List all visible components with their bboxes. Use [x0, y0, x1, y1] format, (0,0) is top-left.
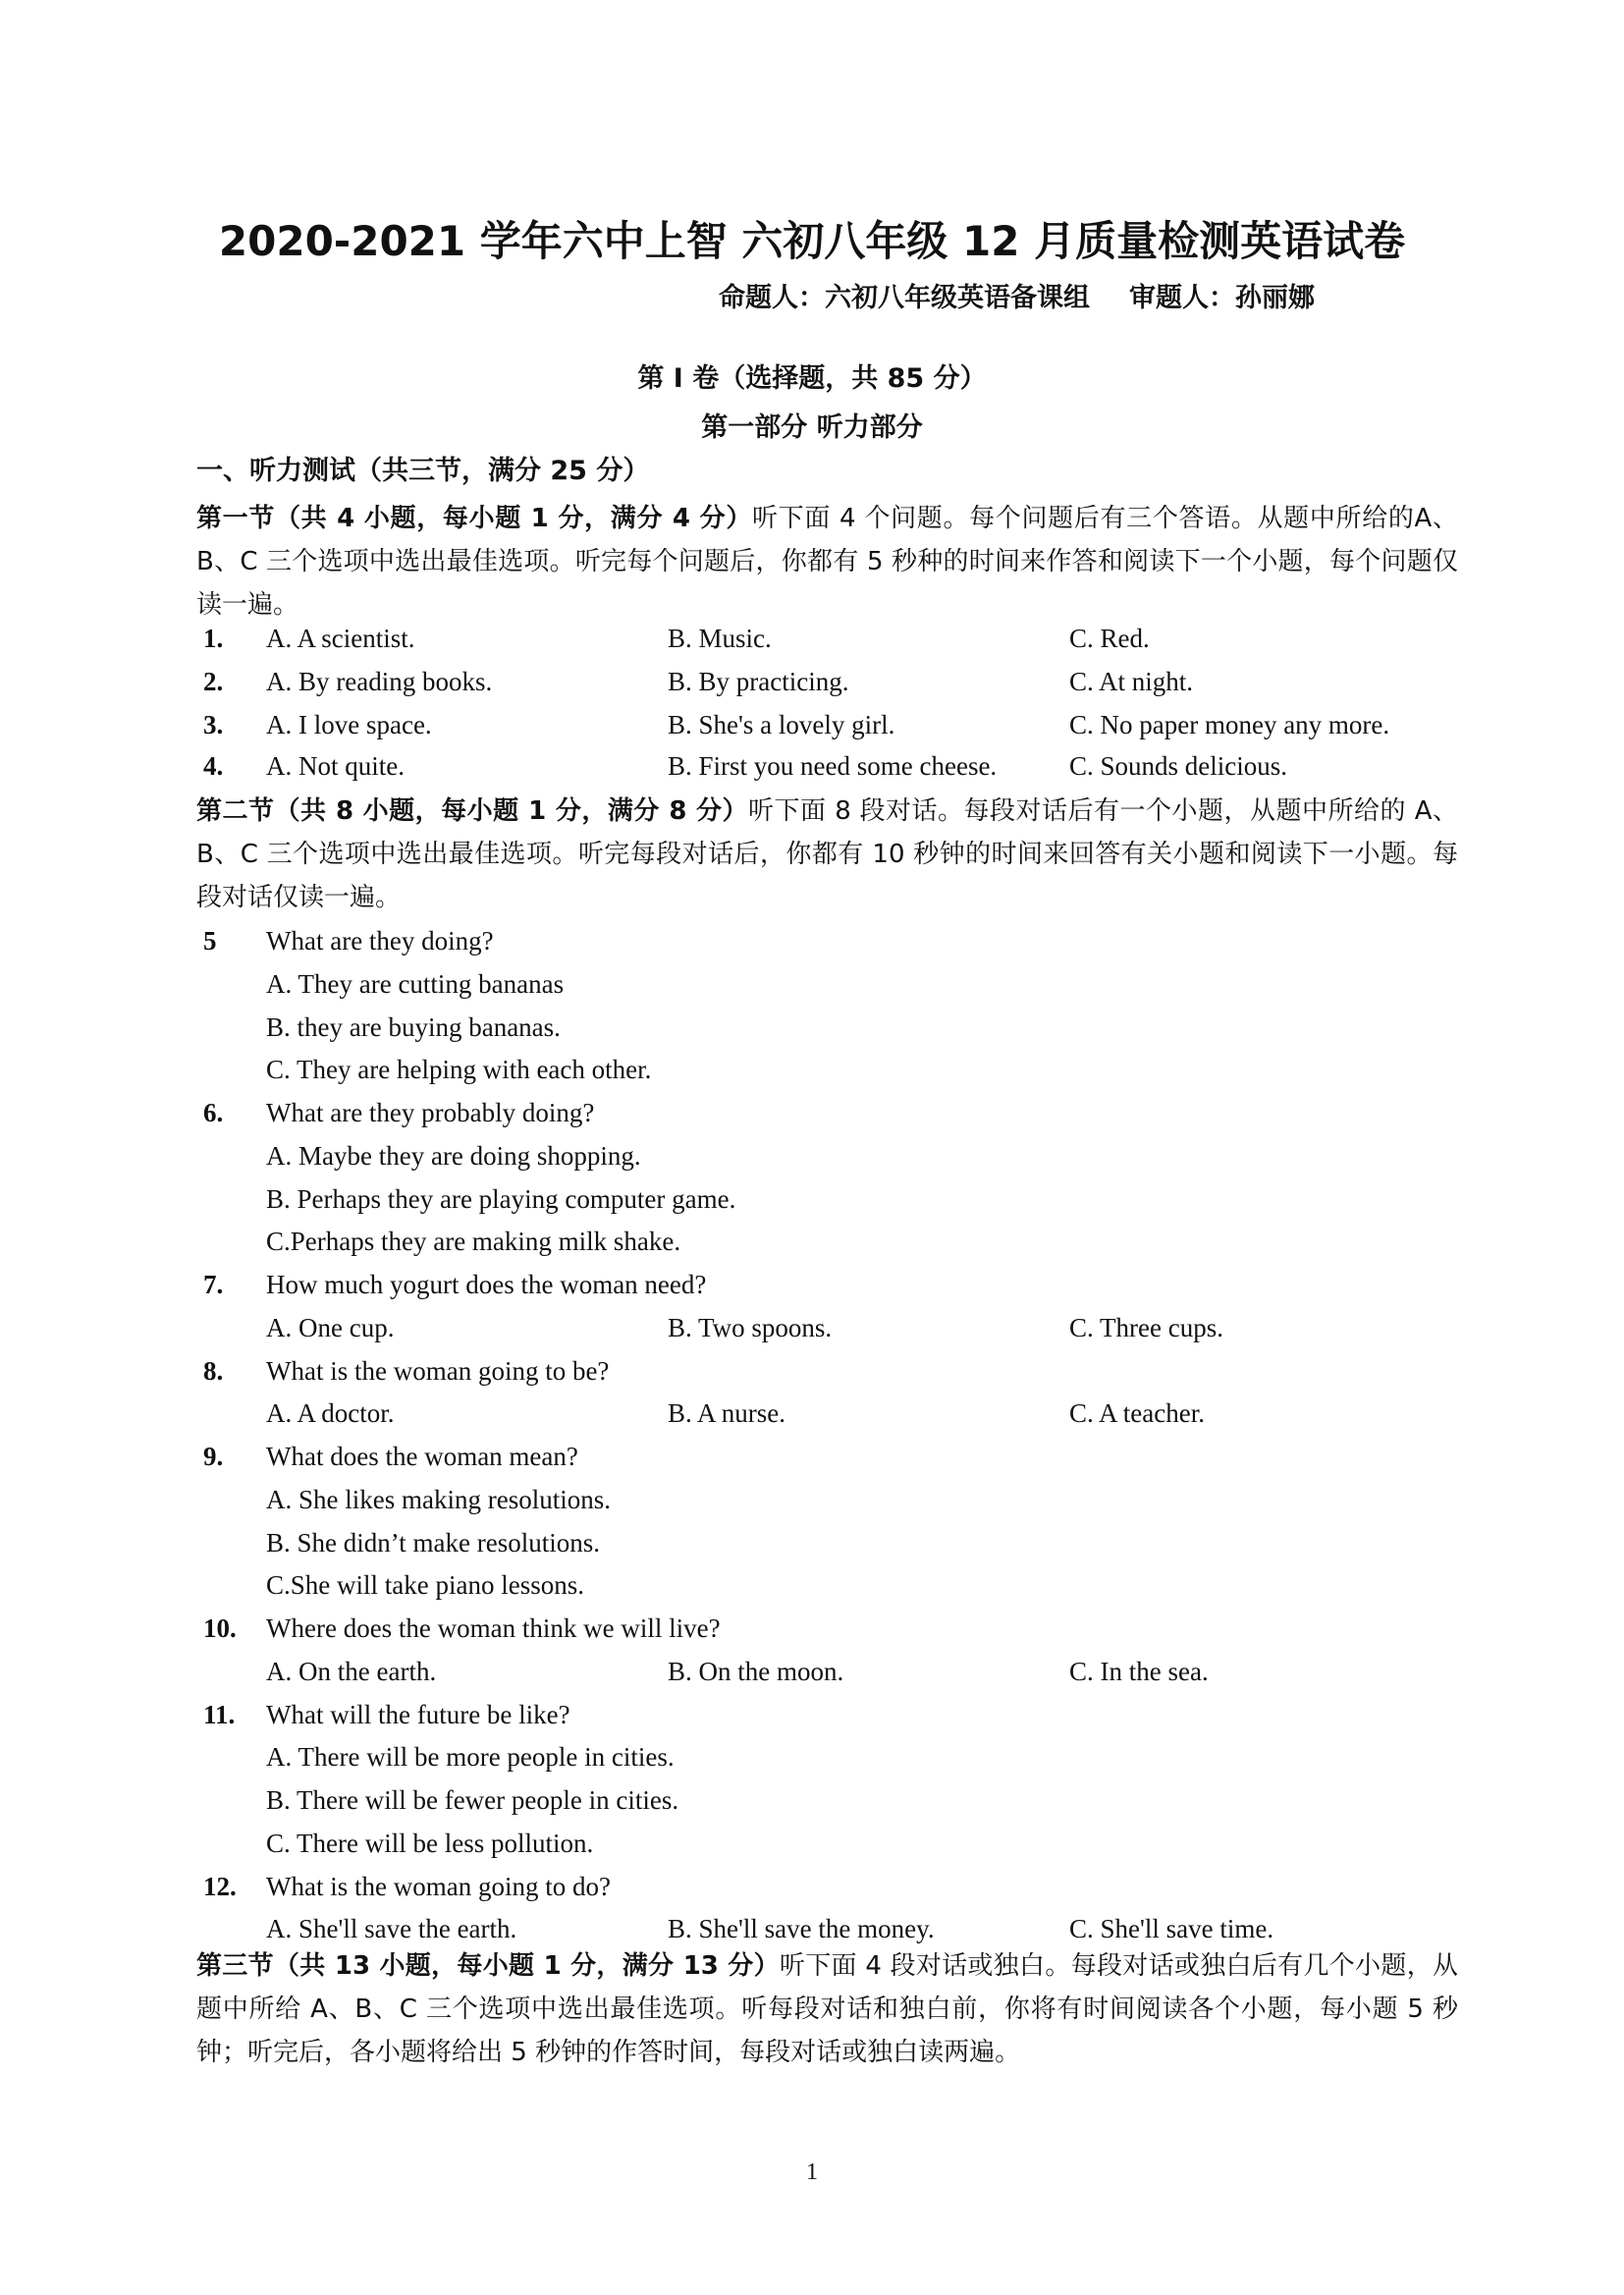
question-text: What are they doing? — [266, 926, 494, 956]
question-number: 10. — [203, 1613, 237, 1643]
option-row — [0, 962, 1624, 1006]
question-row — [0, 919, 1624, 962]
question-number: 3. — [203, 710, 224, 739]
reviewer: 审题人：孙丽娜 — [1129, 283, 1315, 313]
question-row — [0, 703, 1624, 746]
option-row — [0, 1134, 1624, 1177]
option-b: B. First you need some cheese. — [668, 751, 998, 781]
option-c: C. Red. — [1069, 624, 1150, 653]
option-b: B. A nurse. — [668, 1398, 786, 1429]
question-number: 12. — [203, 1871, 237, 1901]
option-row — [0, 1778, 1624, 1822]
volume-title: 第 I 卷（选择题，共 85 分） — [637, 363, 987, 394]
question-number: 1. — [203, 624, 224, 653]
option-a: A. A scientist. — [266, 624, 415, 653]
question-number: 5 — [203, 926, 217, 956]
question-text: What are they probably doing? — [266, 1098, 595, 1127]
option-text: A. There will be more people in cities. — [266, 1742, 675, 1773]
option-row — [0, 1177, 1624, 1221]
option-text: A. On the earth. — [266, 1656, 437, 1686]
option-b: B. By practicing. — [668, 667, 849, 696]
option-b: B. Two spoons. — [668, 1312, 833, 1342]
option-text: B. She didn’t make resolutions. — [266, 1527, 600, 1557]
option-text: C.Perhaps they are making milk shake. — [266, 1227, 681, 1257]
option-text: A. She'll save the earth. — [266, 1914, 517, 1944]
question-number: 4. — [203, 751, 224, 781]
option-row — [0, 1822, 1624, 1865]
question-number: 7. — [203, 1270, 224, 1299]
question-row — [0, 1091, 1624, 1134]
option-row — [0, 1006, 1624, 1049]
question-row — [0, 617, 1624, 660]
option-c: C. No paper money any more. — [1069, 710, 1390, 739]
question-text: What will the future be like? — [266, 1699, 570, 1729]
question-row — [0, 1263, 1624, 1306]
option-b: B. Music. — [668, 624, 772, 653]
option-text: A. A doctor. — [266, 1398, 395, 1429]
section-1-text: 听下面 4 个问题。每个问题后有三个答语。从题中所给的A、B、C 三个选项中选出最佳选项。听完每个问题后，你都有 5 秒种的时间来作答和阅读下一个小题，每个问题仅读一遍。 — [196, 504, 1458, 620]
question-row — [0, 1435, 1624, 1478]
option-c: C. Three cups. — [1069, 1312, 1223, 1342]
option-a: A. I love space. — [266, 710, 432, 739]
option-row — [0, 1478, 1624, 1521]
option-row — [0, 1306, 1624, 1349]
option-a: A. Not quite. — [266, 751, 405, 781]
question-row — [0, 1349, 1624, 1393]
question-number: 11. — [203, 1699, 236, 1729]
option-text: A. They are cutting bananas — [266, 968, 565, 999]
option-text: B. There will be fewer people in cities. — [266, 1785, 679, 1815]
section-title: 一、听力测试（共三节，满分 25 分） — [196, 456, 650, 486]
option-row — [0, 1650, 1624, 1693]
option-b: B. On the moon. — [668, 1656, 844, 1686]
option-row — [0, 1563, 1624, 1607]
section-3-lead: 第三节（共 13 小题，每小题 1 分，满分 13 分） — [196, 1951, 780, 1981]
option-c: C. A teacher. — [1069, 1398, 1205, 1429]
section-2-lead: 第二节（共 8 小题，每小题 1 分，满分 8 分） — [196, 796, 748, 826]
author: 命题人：六初八年级英语备课组 — [719, 283, 1090, 313]
question-row — [0, 1693, 1624, 1736]
section-1-lead: 第一节（共 4 小题，每小题 1 分，满分 4 分） — [196, 504, 753, 533]
option-row — [0, 1735, 1624, 1778]
question-text: Where does the woman think we will live? — [266, 1613, 721, 1643]
question-row — [0, 1607, 1624, 1650]
option-text: C.She will take piano lessons. — [266, 1570, 584, 1601]
question-number: 6. — [203, 1098, 224, 1127]
option-text: B. they are buying bananas. — [266, 1011, 561, 1042]
question-text: What is the woman going to be? — [266, 1355, 610, 1386]
page-number: 1 — [806, 2159, 818, 2185]
question-number: 9. — [203, 1442, 224, 1471]
option-row — [0, 1521, 1624, 1564]
option-a: A. By reading books. — [266, 667, 493, 696]
option-text: A. One cup. — [266, 1312, 395, 1342]
exam-title: 2020-2021 学年六中上智 六初八年级 12 月质量检测英语试卷 — [218, 217, 1406, 265]
option-c: C. Sounds delicious. — [1069, 751, 1288, 781]
option-row — [0, 1220, 1624, 1263]
question-text: What does the woman mean? — [266, 1442, 578, 1471]
option-c: C. She'll save time. — [1069, 1914, 1274, 1944]
section-3-instructions — [196, 1944, 1458, 2074]
option-c: C. In the sea. — [1069, 1656, 1209, 1686]
option-text: A. Maybe they are doing shopping. — [266, 1140, 641, 1171]
option-text: C. There will be less pollution. — [266, 1828, 594, 1858]
section-1-instructions — [196, 497, 1458, 627]
option-row — [0, 1048, 1624, 1091]
option-text: C. They are helping with each other. — [266, 1055, 652, 1085]
option-b: B. She's a lovely girl. — [668, 710, 895, 739]
section-2-text: 听下面 8 段对话。每段对话后有一个小题，从题中所给的 A、B、C 三个选项中选出最佳选项。听完每段对话后，你都有 10 秒钟的时间来回答有关小题和阅读下一小题。每段对话仅读一遍。 — [196, 796, 1459, 912]
option-row — [0, 1392, 1624, 1435]
author-line — [719, 281, 1315, 316]
section-2-instructions — [196, 790, 1458, 919]
option-text: B. Perhaps they are playing computer game. — [266, 1183, 736, 1214]
question-text: What is the woman going to do? — [266, 1871, 611, 1901]
question-row — [0, 744, 1624, 788]
option-text: A. She likes making resolutions. — [266, 1484, 611, 1514]
question-number: 2. — [203, 667, 224, 696]
question-row — [0, 660, 1624, 703]
part-title: 第一部分 听力部分 — [701, 412, 923, 443]
question-row — [0, 1865, 1624, 1908]
option-c: C. At night. — [1069, 667, 1194, 696]
question-number: 8. — [203, 1355, 224, 1386]
section-3-text: 听下面 4 段对话或独白。每段对话或独白后有几个小题，从题中所给 A、B、C 三个选项中选出最佳选项。听每段对话和独白前，你将有时间阅读各个小题，每小题 5 秒钟；听完后，各小题将给出 5 秒钟的作答时间，每段对话或独白读两遍。 — [196, 1951, 1459, 2067]
question-text: How much yogurt does the woman need? — [266, 1270, 707, 1299]
option-b: B. She'll save the money. — [668, 1914, 935, 1944]
